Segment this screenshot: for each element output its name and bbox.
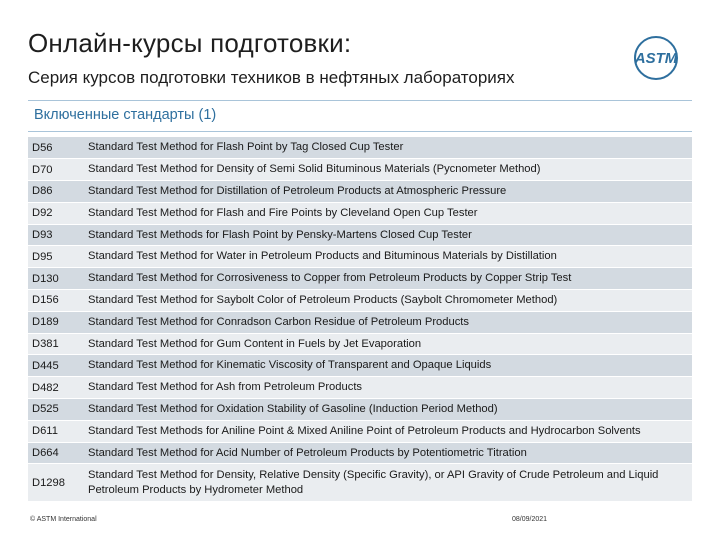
- standard-code: D95: [32, 250, 53, 263]
- table-row: [28, 246, 692, 268]
- table-row: [28, 137, 692, 159]
- standard-description: Standard Test Method for Ash from Petroleum Products: [88, 381, 363, 394]
- standard-code: D92: [32, 207, 53, 220]
- table-row: [28, 420, 692, 442]
- standard-description: Standard Test Method for Conradson Carbon Residue of Petroleum Products: [88, 315, 470, 328]
- table-row: [28, 181, 692, 203]
- standard-code: D381: [32, 338, 59, 351]
- standard-description: Standard Test Method for Saybolt Color of Petroleum Products (Saybolt Chromometer Method): [88, 293, 558, 306]
- astm-logo: [628, 36, 684, 80]
- table-row: [28, 268, 692, 290]
- standard-code: D1298: [32, 476, 65, 489]
- standard-description: Standard Test Method for Density, Relative Density (Specific Gravity), or API Gravity of Crude Petroleum and Liquid Petroleum Products by Hydrometer Method: [88, 468, 659, 496]
- header-divider: [28, 100, 692, 101]
- standard-description: Standard Test Methods for Flash Point by Pensky-Martens Closed Cup Tester: [88, 228, 472, 241]
- standard-code: D130: [32, 272, 59, 285]
- table-row: [28, 224, 692, 246]
- table-row: [28, 355, 692, 377]
- standard-code: D445: [32, 359, 59, 372]
- standard-description: Standard Test Methods for Aniline Point & Mixed Aniline Point of Petroleum Products and Hydrocarbon Solvents: [88, 424, 641, 437]
- standard-code: D70: [32, 163, 53, 176]
- table-row: [28, 290, 692, 312]
- table-row: [28, 377, 692, 399]
- table-row: [28, 333, 692, 355]
- standards-table-body: [28, 137, 692, 502]
- standard-description: Standard Test Method for Distillation of Petroleum Products at Atmospheric Pressure: [88, 184, 507, 197]
- standards-table: [28, 137, 692, 502]
- page-subtitle: Серия курсов подготовки техников в нефтяных лабораториях: [28, 68, 515, 87]
- standard-code: D56: [32, 141, 53, 154]
- standard-description: Standard Test Method for Flash Point by Tag Closed Cup Tester: [88, 141, 404, 154]
- table-row: [28, 159, 692, 181]
- standard-description: Standard Test Method for Water in Petroleum Products and Bituminous Materials by Distillation: [88, 250, 557, 263]
- standard-description: Standard Test Method for Gum Content in Fuels by Jet Evaporation: [88, 337, 422, 350]
- standard-code: D156: [32, 294, 59, 307]
- table-row: [28, 311, 692, 333]
- section-title: Включенные стандарты (1): [34, 107, 217, 123]
- standard-code: D93: [32, 229, 53, 242]
- table-row: [28, 464, 692, 502]
- footer-copyright: © ASTM International: [30, 516, 97, 523]
- standard-code: D525: [32, 403, 59, 416]
- standard-code: D611: [32, 425, 58, 438]
- footer-date: 08/09/2021: [512, 516, 548, 523]
- standard-code: D86: [32, 185, 53, 198]
- page-title: Онлайн-курсы подготовки:: [28, 28, 352, 58]
- standard-code: D664: [32, 447, 59, 460]
- standard-code: D482: [32, 381, 59, 394]
- standard-description: Standard Test Method for Oxidation Stability of Gasoline (Induction Period Method): [88, 402, 498, 415]
- table-row: [28, 202, 692, 224]
- standard-description: Standard Test Method for Flash and Fire Points by Cleveland Open Cup Tester: [88, 206, 478, 219]
- astm-logo-text: ASTM: [634, 50, 678, 67]
- section-divider: [28, 131, 692, 132]
- standard-description: Standard Test Method for Kinematic Viscosity of Transparent and Opaque Liquids: [88, 359, 492, 372]
- table-row: [28, 399, 692, 421]
- standard-description: Standard Test Method for Density of Semi Solid Bituminous Materials (Pycnometer Method): [88, 163, 541, 176]
- standard-code: D189: [32, 316, 59, 329]
- table-row: [28, 442, 692, 464]
- standard-description: Standard Test Method for Corrosiveness to Copper from Petroleum Products by Copper Strip Test: [88, 272, 572, 285]
- standard-description: Standard Test Method for Acid Number of Petroleum Products by Potentiometric Titration: [88, 446, 527, 459]
